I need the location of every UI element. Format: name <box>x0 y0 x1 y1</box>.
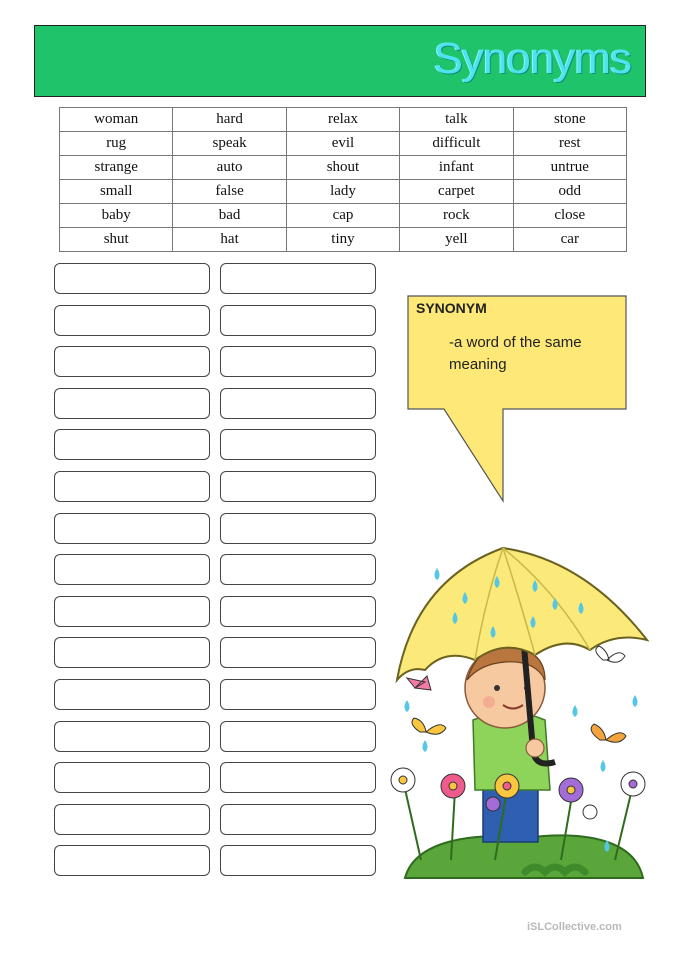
table-cell: talk <box>400 108 513 132</box>
table-cell: relax <box>286 108 399 132</box>
answer-box[interactable] <box>220 804 376 835</box>
table-cell: difficult <box>400 132 513 156</box>
table-cell: cap <box>286 204 399 228</box>
table-cell: rest <box>513 132 626 156</box>
table-cell: baby <box>60 204 173 228</box>
answer-box[interactable] <box>220 554 376 585</box>
answer-box[interactable] <box>54 554 210 585</box>
table-cell: car <box>513 228 626 252</box>
table-cell: untrue <box>513 156 626 180</box>
watermark: iSLCollective.com <box>527 921 622 933</box>
table-cell: small <box>60 180 173 204</box>
table-cell: rug <box>60 132 173 156</box>
answer-box[interactable] <box>54 804 210 835</box>
table-cell: hat <box>173 228 286 252</box>
table-cell: woman <box>60 108 173 132</box>
table-cell: carpet <box>400 180 513 204</box>
table-cell: strange <box>60 156 173 180</box>
table-cell: speak <box>173 132 286 156</box>
table-cell: shut <box>60 228 173 252</box>
table-cell: lady <box>286 180 399 204</box>
answer-box[interactable] <box>220 762 376 793</box>
table-cell: tiny <box>286 228 399 252</box>
answer-box[interactable] <box>54 596 210 627</box>
table-cell: bad <box>173 204 286 228</box>
answer-box[interactable] <box>54 721 210 752</box>
page-title: Synonyms <box>433 34 631 83</box>
table-cell: false <box>173 180 286 204</box>
answer-box[interactable] <box>220 596 376 627</box>
answer-box[interactable] <box>54 845 210 876</box>
table-cell: hard <box>173 108 286 132</box>
table-cell: evil <box>286 132 399 156</box>
answer-box[interactable] <box>54 637 210 668</box>
answer-box[interactable] <box>220 721 376 752</box>
table-cell: close <box>513 204 626 228</box>
definition-title: SYNONYM <box>416 300 487 316</box>
answer-box[interactable] <box>220 679 376 710</box>
answer-box[interactable] <box>220 845 376 876</box>
table-cell: odd <box>513 180 626 204</box>
child-umbrella-illustration <box>385 540 655 885</box>
answer-box[interactable] <box>54 762 210 793</box>
table-cell: rock <box>400 204 513 228</box>
table-cell: yell <box>400 228 513 252</box>
definition-text: -a word of the same meaning <box>449 334 582 373</box>
answer-box[interactable] <box>54 679 210 710</box>
answer-box[interactable] <box>220 637 376 668</box>
table-cell: stone <box>513 108 626 132</box>
table-cell: shout <box>286 156 399 180</box>
table-cell: auto <box>173 156 286 180</box>
table-cell: infant <box>400 156 513 180</box>
